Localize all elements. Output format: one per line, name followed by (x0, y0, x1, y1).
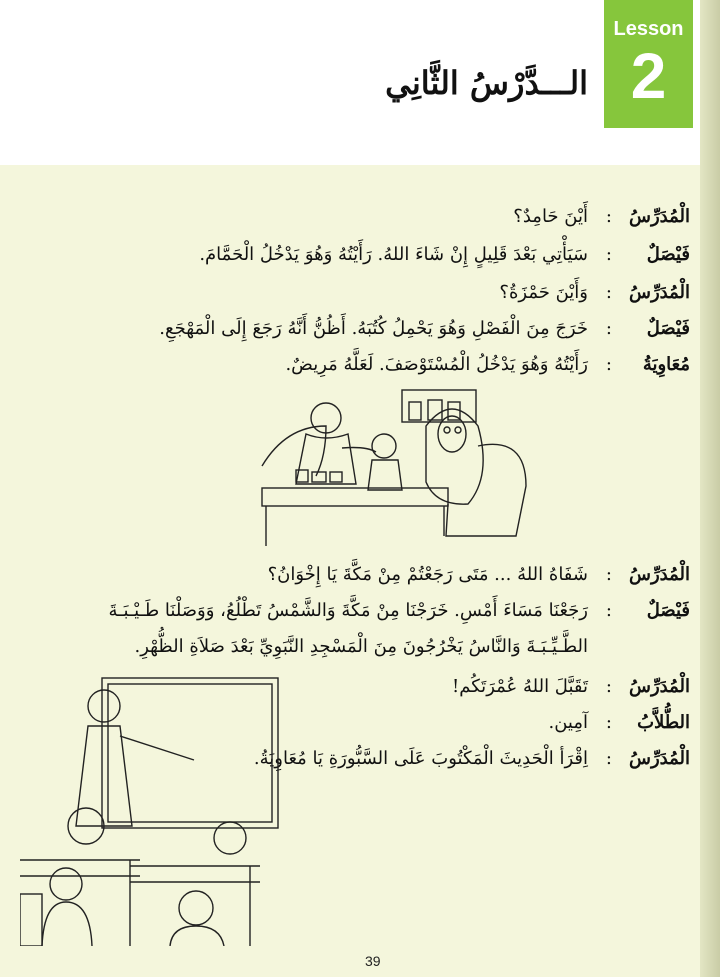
speaker-name: الطُّلاَّبُ (637, 712, 690, 733)
dialogue-line: شَفَاهُ اللهُ ... مَتَى رَجَعْتُمْ مِنْ مَكَّةَ يَا إِخْوَانُ؟ (267, 564, 588, 585)
teacher-pointing-arm (120, 736, 194, 760)
clinic-illustration (256, 386, 556, 556)
dialogue-line: رَجَعْنَا مَسَاءَ أَمْسِ. خَرَجْنَا مِنْ مَكَّةَ وَالشَّمْسُ تَطْلُعُ، وَوَصَلْنَا طَـيْـبَـةَ (108, 600, 588, 621)
dialogue-line: وَأَيْنَ حَمْزَةُ؟ (499, 282, 588, 303)
speaker-name: الْمُدَرِّسُ (628, 206, 690, 227)
child-head (372, 434, 396, 458)
desk-row (20, 860, 140, 946)
speaker-name: فَيْصَلٌ (646, 244, 690, 265)
dialogue-line: آمِين. (548, 712, 588, 733)
speaker-colon: : (605, 748, 612, 769)
dialogue-line: اِقْرَأ الْحَدِيثَ الْمَكْتُوبَ عَلَى السَّبُّورَةِ يَا مُعَاوِيَةُ. (253, 748, 588, 769)
lesson-number: 2 (630, 40, 667, 112)
lesson-title: الـــدَّرْسُ الثَّانِي (385, 64, 588, 102)
speaker-name: فَيْصَلٌ (646, 600, 690, 621)
doctor-desk (262, 488, 448, 506)
page-number: 39 (365, 953, 381, 969)
speaker-name: فَيْصَلٌ (646, 318, 690, 339)
teacher-head (88, 690, 120, 722)
desk-row (130, 866, 260, 946)
dialogue-line: سَيَأْتِي بَعْدَ قَلِيلٍ إِنْ شَاءَ اللهُ. رَأَيْتُهُ وَهُوَ يَدْخُلُ الْحَمَّامَ. (199, 244, 588, 265)
speaker-colon: : (605, 354, 612, 375)
speaker-name: الْمُدَرِّسُ (628, 748, 690, 769)
speaker-name: الْمُدَرِّسُ (628, 564, 690, 585)
speaker-colon: : (605, 282, 612, 303)
speaker-colon: : (605, 206, 612, 227)
page-binding-edge (700, 0, 720, 977)
lesson-badge (604, 0, 693, 128)
curtain (262, 426, 326, 476)
dialogue-line: رَأَيْتُهُ وَهُوَ يَدْخُلُ الْمُسْتَوْصَفَ. لَعَلَّهُ مَرِيضٌ. (285, 354, 588, 375)
speaker-name: الْمُدَرِّسُ (628, 282, 690, 303)
classroom-illustration (20, 676, 280, 946)
student-head (179, 891, 213, 925)
speaker-name: مُعَاوِيَةُ (642, 354, 690, 375)
speaker-colon: : (605, 600, 612, 621)
speaker-colon: : (605, 676, 612, 697)
student-head (50, 868, 82, 900)
dialogue-line: تَقَبَّلَ اللهُ عُمْرَتَكُم! (452, 676, 588, 697)
lesson-label: Lesson (613, 18, 684, 40)
dialogue-line: خَرَجَ مِنَ الْفَصْلِ وَهُوَ يَحْمِلُ كُتُبَهُ. أَظُنُّ أَنَّهُ رَجَعَ إِلَى الْمَهْجَعِ. (159, 318, 588, 339)
speaker-colon: : (605, 564, 612, 585)
speaker-colon: : (605, 318, 612, 339)
student-head (214, 822, 246, 854)
speaker-name: الْمُدَرِّسُ (628, 676, 690, 697)
dialogue-line: الطَّـيِّـبَـةَ وَالنَّاسُ يَخْرُجُونَ مِنَ الْمَسْجِدِ النَّبَوِيِّ بَعْدَ صَلاَةِ الظُّهْرِ. (134, 636, 588, 657)
medicine-shelf (402, 390, 476, 422)
teacher-body (76, 726, 132, 826)
blackboard (102, 678, 278, 828)
child-body (368, 460, 402, 490)
speaker-colon: : (605, 244, 612, 265)
speaker-colon: : (605, 712, 612, 733)
dialogue-line: أَيْنَ حَامِدٌ؟ (513, 206, 588, 227)
mother-figure (426, 409, 483, 504)
